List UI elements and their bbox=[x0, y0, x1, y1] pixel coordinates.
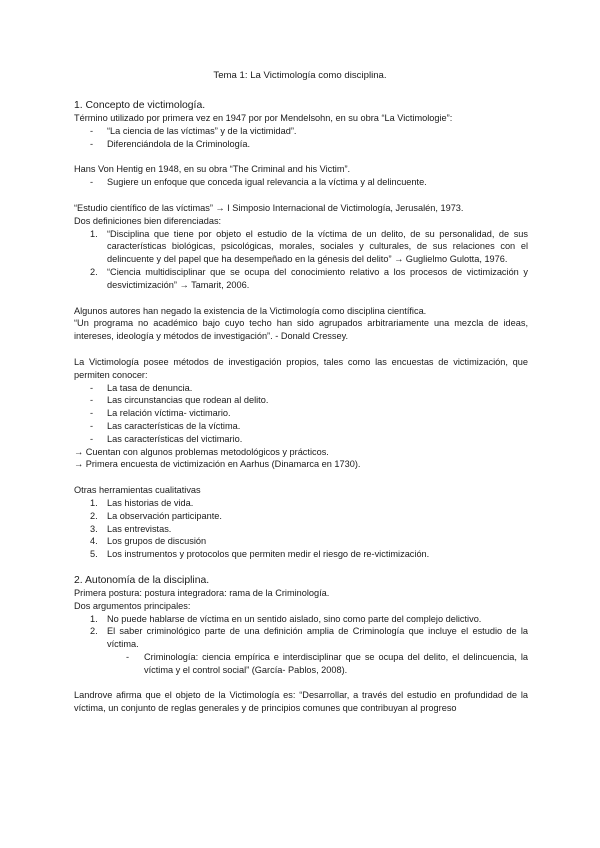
criminologia-sublist bbox=[74, 651, 528, 677]
list-item: - Sugiere un enfoque que conceda igual relevancia a la víctima y al delincuente. bbox=[74, 176, 528, 189]
section-1-heading: 1. Concepto de victimología. bbox=[74, 100, 206, 111]
arrow-note: → Primera encuesta de victimización en Aarhus (Dinamarca en 1730). bbox=[74, 459, 361, 470]
list-item: - Diferenciándola de la Criminología. bbox=[74, 138, 528, 151]
list-item: - “La ciencia de las víctimas” y de la victimidad”. bbox=[74, 125, 528, 138]
landrove-paragraph: Landrove afirma que el objeto de la Victimología es: “Desarrollar, a través del estudio en profundidad de la víctima, un conjunto de reglas generales y de principios comunes que contribuyan al progreso bbox=[74, 690, 528, 714]
otras-herramientas-label: Otras herramientas cualitativas bbox=[74, 485, 201, 496]
list-number: 2. bbox=[90, 266, 98, 277]
list-text: El saber criminológico parte de una definición amplia de Criminología que incluye el estudio de la víctima. bbox=[107, 626, 528, 650]
list-text: Los grupos de discusión bbox=[107, 536, 207, 547]
list-text: “Ciencia multidisciplinar que se ocupa del conocimiento relativo a los procesos de victimización y desvictimización” → Tamarit, 2006. bbox=[107, 266, 528, 290]
list-text: Las entrevistas. bbox=[107, 523, 172, 534]
negado-paragraph: Algunos autores han negado la existencia de la Victimología como disciplina científica. bbox=[74, 305, 427, 316]
list-number: 2. bbox=[90, 626, 98, 637]
list-item bbox=[74, 510, 528, 523]
list-number: 1. bbox=[90, 497, 98, 508]
list-number: 2. bbox=[90, 510, 98, 521]
list-text: Los instrumentos y protocolos que permiten medir el riesgo de re-victimización. bbox=[107, 549, 430, 560]
list-item: - Las características de la víctima. bbox=[74, 420, 528, 433]
mendelsohn-list bbox=[74, 125, 528, 151]
list-number: 3. bbox=[90, 523, 98, 534]
page-title: Tema 1: La Victimología como disciplina. bbox=[213, 70, 387, 81]
section-2-heading: 2. Autonomía de la disciplina. bbox=[74, 574, 210, 586]
list-item: - Las características del victimario. bbox=[74, 433, 528, 446]
list-number: 1. bbox=[90, 613, 98, 624]
list-item bbox=[74, 535, 528, 548]
argumentos-list bbox=[74, 613, 528, 651]
list-text: Las historias de vida. bbox=[107, 497, 194, 508]
list-item bbox=[74, 266, 528, 292]
list-text: No puede hablarse de víctima en un sentido aislado, sino como parte del complejo delictivo. bbox=[107, 613, 482, 624]
arrow-note: → Cuentan con algunos problemas metodológicos y prácticos. bbox=[74, 446, 329, 457]
definitions-list bbox=[74, 228, 528, 292]
list-item: - Las circunstancias que rodean al delito. bbox=[74, 394, 528, 407]
metodos-list bbox=[74, 382, 528, 446]
document-body bbox=[74, 99, 528, 715]
list-number: 5. bbox=[90, 549, 98, 560]
list-item: - La relación víctima- victimario. bbox=[74, 407, 528, 420]
list-number: 1. bbox=[90, 228, 98, 239]
dos-argumentos-label: Dos argumentos principales: bbox=[74, 600, 191, 611]
list-number: 4. bbox=[90, 536, 98, 547]
otras-herramientas-list bbox=[74, 497, 528, 561]
postura-paragraph: Primera postura: postura integradora: rama de la Criminología. bbox=[74, 587, 330, 598]
cressey-quote: “Un programa no académico bajo cuyo techo han sido agrupados arbitrariamente una mezcla de ideas, intereses, ideología y métodos de investigación”. - Donald Cressey. bbox=[74, 318, 528, 342]
list-item bbox=[74, 228, 528, 266]
list-item bbox=[74, 548, 528, 561]
list-text: “Disciplina que tiene por objeto el estudio de la víctima de un delito, de su personalidad, de sus características biológicas, psicológicas, morales, sociales y culturales, de sus relaciones con el delincuente y del papel que ha desempeñado en la génesis del delito” → Guglielmo Gulotta, 1976. bbox=[107, 228, 528, 265]
list-item bbox=[74, 613, 528, 626]
dos-definiciones-label: Dos definiciones bien diferenciadas: bbox=[74, 215, 222, 226]
list-text: La observación participante. bbox=[107, 510, 222, 521]
mendelsohn-paragraph: Término utilizado por primera vez en 1947 por por Mendelsohn, en su obra “La Victimologie”: bbox=[74, 113, 453, 123]
list-item bbox=[74, 497, 528, 510]
list-item: - La tasa de denuncia. bbox=[74, 382, 528, 395]
estudio-paragraph: “Estudio científico de las víctimas” → I Simposio Internacional de Victimología, Jerusalén, 1973. bbox=[74, 202, 464, 213]
list-item bbox=[74, 625, 528, 651]
hentig-paragraph: Hans Von Hentig en 1948, en su obra “The Criminal and his Victim”. bbox=[74, 164, 351, 175]
list-item: - Criminología: ciencia empírica e interdisciplinar que se ocupa del delito, el delincuencia, la víctima y el control social” (García- Pablos, 2008). bbox=[74, 651, 528, 677]
hentig-list bbox=[74, 176, 528, 189]
list-item bbox=[74, 523, 528, 536]
metodos-paragraph: La Victimología posee métodos de investigación propios, tales como las encuestas de victimización, que permiten conocer: bbox=[74, 356, 528, 380]
